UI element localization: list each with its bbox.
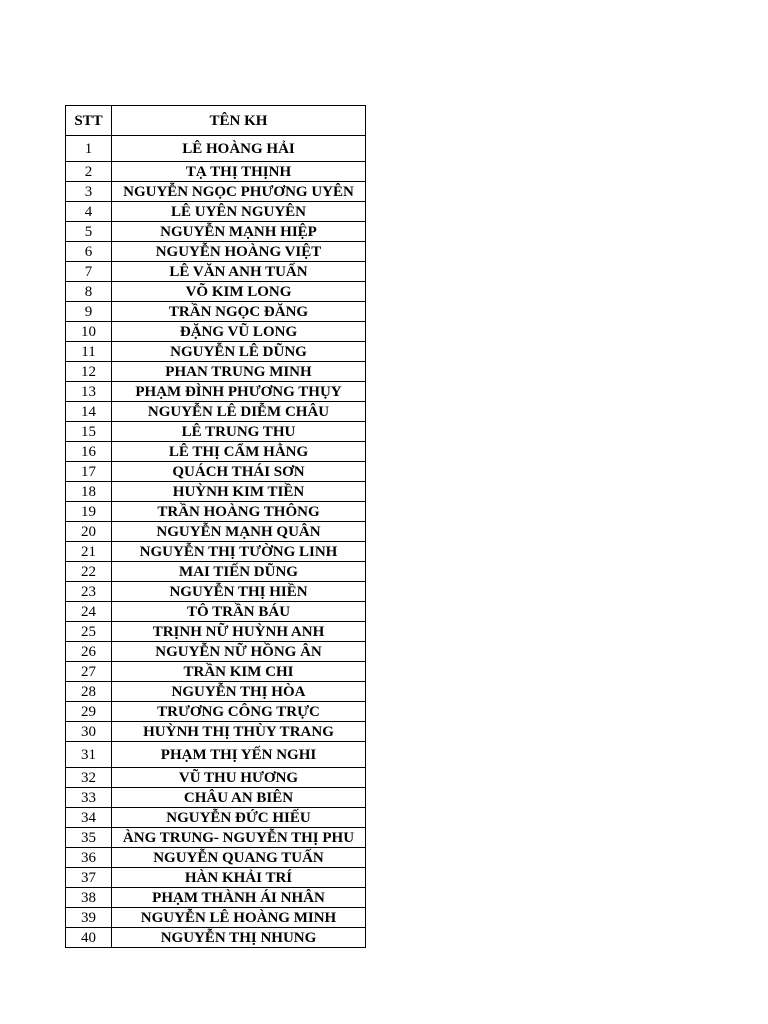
customer-name-cell: CHÂU AN BIÊN [112, 788, 366, 808]
customer-name-cell: NGUYỄN ĐỨC HIẾU [112, 808, 366, 828]
row-number-cell: 31 [66, 742, 112, 768]
customer-name-cell: NGUYỄN LÊ DIỄM CHÂU [112, 402, 366, 422]
customer-name-cell: NGUYỄN MẠNH HIỆP [112, 222, 366, 242]
customer-name-cell: PHAN TRUNG MINH [112, 362, 366, 382]
name-column-header: TÊN KH [112, 106, 366, 136]
table-row [66, 342, 366, 362]
customer-name-cell: LÊ THỊ CẨM HẰNG [112, 442, 366, 462]
row-number-cell: 29 [66, 702, 112, 722]
row-number-cell: 32 [66, 768, 112, 788]
customer-name-cell: LÊ VĂN ANH TUẤN [112, 262, 366, 282]
table-row [66, 182, 366, 202]
customer-name-cell: NGUYỄN NGỌC PHƯƠNG UYÊN [112, 182, 366, 202]
table-row [66, 582, 366, 602]
customer-name-cell: NGUYỄN THỊ TƯỜNG LINH [112, 542, 366, 562]
row-number-cell: 15 [66, 422, 112, 442]
customer-name-cell: ÀNG TRUNG- NGUYỄN THỊ PHU [112, 828, 366, 848]
row-number-cell: 30 [66, 722, 112, 742]
customer-name-cell: PHẠM THÀNH ÁI NHÂN [112, 888, 366, 908]
customer-name-cell: NGUYỄN THỊ HIỀN [112, 582, 366, 602]
row-number-cell: 6 [66, 242, 112, 262]
row-number-cell: 25 [66, 622, 112, 642]
table-row [66, 282, 366, 302]
row-number-cell: 8 [66, 282, 112, 302]
table-row [66, 888, 366, 908]
customer-table [65, 105, 366, 948]
table-row [66, 502, 366, 522]
table-row [66, 162, 366, 182]
row-number-cell: 39 [66, 908, 112, 928]
row-number-cell: 1 [66, 136, 112, 162]
customer-name-cell: LÊ UYÊN NGUYÊN [112, 202, 366, 222]
row-number-cell: 27 [66, 662, 112, 682]
customer-name-cell: PHẠM THỊ YẾN NGHI [112, 742, 366, 768]
table-row [66, 542, 366, 562]
row-number-cell: 37 [66, 868, 112, 888]
customer-name-cell: QUÁCH THÁI SƠN [112, 462, 366, 482]
row-number-cell: 19 [66, 502, 112, 522]
customer-name-cell: TRƯƠNG CÔNG TRỰC [112, 702, 366, 722]
row-number-cell: 12 [66, 362, 112, 382]
table-row [66, 662, 366, 682]
table-row [66, 222, 366, 242]
table-body [66, 136, 366, 948]
row-number-cell: 33 [66, 788, 112, 808]
table-row [66, 788, 366, 808]
table-row [66, 422, 366, 442]
table-row [66, 136, 366, 162]
row-number-cell: 20 [66, 522, 112, 542]
customer-name-cell: VÕ KIM LONG [112, 282, 366, 302]
row-number-cell: 28 [66, 682, 112, 702]
customer-name-cell: LÊ HOÀNG HẢI [112, 136, 366, 162]
customer-name-cell: HÀN KHẢI TRÍ [112, 868, 366, 888]
customer-sheet [65, 105, 366, 948]
table-row [66, 768, 366, 788]
customer-name-cell: NGUYỄN LÊ HOÀNG MINH [112, 908, 366, 928]
table-row [66, 322, 366, 342]
table-row [66, 462, 366, 482]
row-number-cell: 14 [66, 402, 112, 422]
row-number-cell: 23 [66, 582, 112, 602]
row-number-cell: 21 [66, 542, 112, 562]
stt-column-header: STT [66, 106, 112, 136]
row-number-cell: 3 [66, 182, 112, 202]
table-row [66, 808, 366, 828]
row-number-cell: 9 [66, 302, 112, 322]
table-row [66, 262, 366, 282]
customer-name-cell: NGUYỄN THỊ NHUNG [112, 928, 366, 948]
customer-name-cell: TRẦN NGỌC ĐĂNG [112, 302, 366, 322]
table-row [66, 442, 366, 462]
customer-name-cell: NGUYỄN NỮ HỒNG ÂN [112, 642, 366, 662]
customer-name-cell: PHẠM ĐÌNH PHƯƠNG THỤY [112, 382, 366, 402]
row-number-cell: 26 [66, 642, 112, 662]
customer-name-cell: TRỊNH NỮ HUỲNH ANH [112, 622, 366, 642]
row-number-cell: 18 [66, 482, 112, 502]
customer-name-cell: TÔ TRẦN BÁU [112, 602, 366, 622]
table-row [66, 682, 366, 702]
table-row [66, 482, 366, 502]
customer-name-cell: NGUYỄN LÊ DŨNG [112, 342, 366, 362]
row-number-cell: 34 [66, 808, 112, 828]
table-row [66, 242, 366, 262]
table-row [66, 382, 366, 402]
customer-name-cell: TRẦN HOÀNG THÔNG [112, 502, 366, 522]
customer-name-cell: NGUYỄN QUANG TUẤN [112, 848, 366, 868]
row-number-cell: 5 [66, 222, 112, 242]
table-row [66, 928, 366, 948]
table-row [66, 202, 366, 222]
row-number-cell: 22 [66, 562, 112, 582]
table-row [66, 522, 366, 542]
row-number-cell: 2 [66, 162, 112, 182]
table-row [66, 848, 366, 868]
table-row [66, 722, 366, 742]
customer-name-cell: ĐẶNG VŨ LONG [112, 322, 366, 342]
row-number-cell: 38 [66, 888, 112, 908]
table-row [66, 908, 366, 928]
row-number-cell: 7 [66, 262, 112, 282]
customer-name-cell: TẠ THỊ THỊNH [112, 162, 366, 182]
table-row [66, 702, 366, 722]
row-number-cell: 40 [66, 928, 112, 948]
table-row [66, 742, 366, 768]
row-number-cell: 17 [66, 462, 112, 482]
customer-name-cell: HUỲNH THỊ THÙY TRANG [112, 722, 366, 742]
customer-name-cell: MAI TIẾN DŨNG [112, 562, 366, 582]
table-row [66, 562, 366, 582]
table-row [66, 828, 366, 848]
customer-name-cell: TRẦN KIM CHI [112, 662, 366, 682]
row-number-cell: 36 [66, 848, 112, 868]
table-row [66, 602, 366, 622]
row-number-cell: 10 [66, 322, 112, 342]
row-number-cell: 16 [66, 442, 112, 462]
customer-name-cell: VŨ THU HƯƠNG [112, 768, 366, 788]
table-row [66, 622, 366, 642]
table-row [66, 868, 366, 888]
customer-name-cell: LÊ TRUNG THU [112, 422, 366, 442]
customer-name-cell: HUỲNH KIM TIỀN [112, 482, 366, 502]
customer-name-cell: NGUYỄN HOÀNG VIỆT [112, 242, 366, 262]
customer-name-cell: NGUYỄN THỊ HÒA [112, 682, 366, 702]
row-number-cell: 13 [66, 382, 112, 402]
header-row [66, 106, 366, 136]
table-row [66, 362, 366, 382]
row-number-cell: 4 [66, 202, 112, 222]
table-row [66, 402, 366, 422]
table-row [66, 642, 366, 662]
customer-name-cell: NGUYỄN MẠNH QUÂN [112, 522, 366, 542]
table-row [66, 302, 366, 322]
row-number-cell: 11 [66, 342, 112, 362]
row-number-cell: 35 [66, 828, 112, 848]
row-number-cell: 24 [66, 602, 112, 622]
